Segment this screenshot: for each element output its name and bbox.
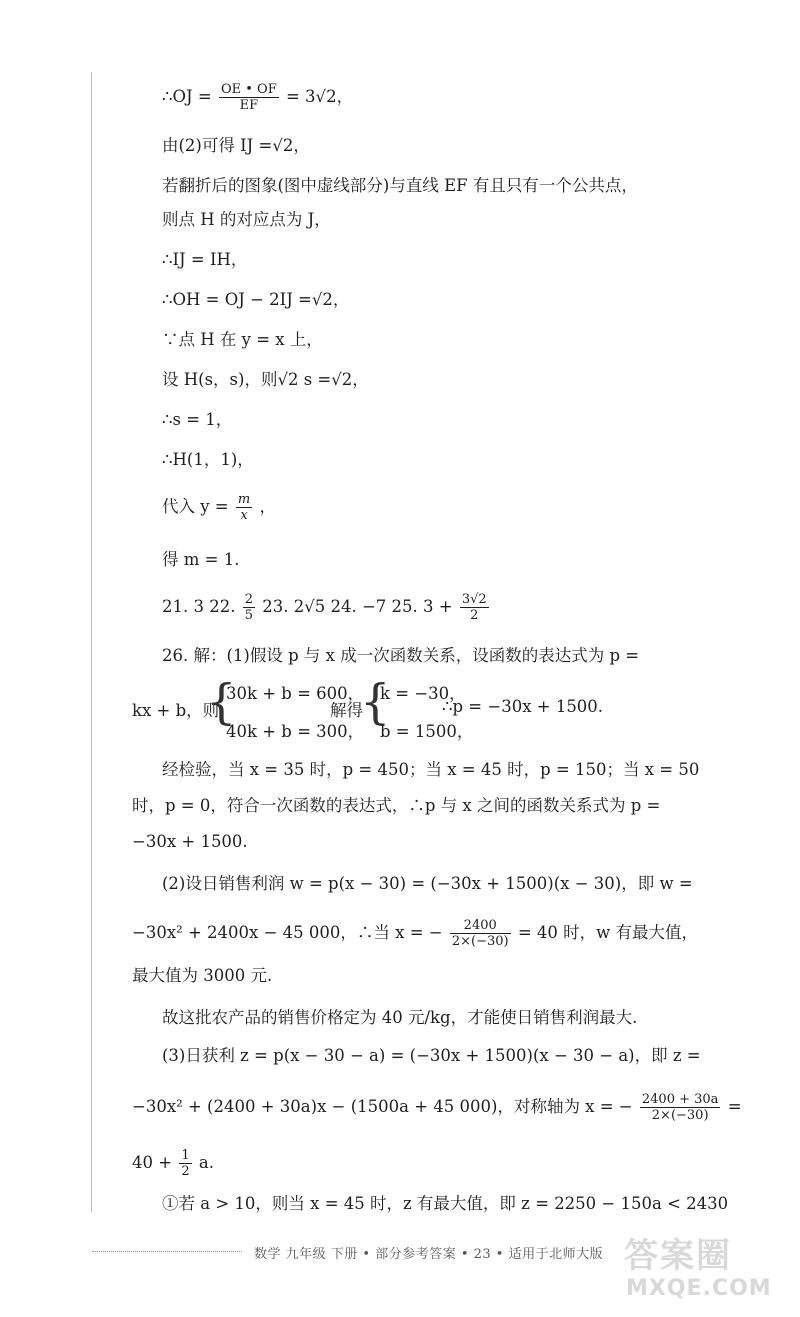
line-check: 经检验，当 x = 35 时，p = 450；当 x = 45 时，p = 150；当 x = 50: [162, 760, 700, 779]
fraction: $\frac{2}{5}$: [244, 592, 253, 623]
line-check-2: 时，p = 0，符合一次函数的表达式，∴p 与 x 之间的函数关系式为 p =: [132, 796, 661, 815]
line-h-coords: ∴H(1，1)，: [162, 450, 254, 469]
line-max: −30x² + 2400x − 45 000，∴当 x = − $\frac{2400}{2\times(-30)}$ = 40 时，w 有最大值，: [132, 918, 699, 949]
brace-right: {: [360, 674, 391, 730]
watermark-url: MXQE.COM: [626, 1276, 772, 1301]
line-oh: ∴OH = OJ − 2IJ =√2，: [162, 290, 350, 309]
line-s: ∴s = 1，: [162, 410, 233, 429]
footer-dots-left: [92, 1251, 242, 1252]
line-set-h: 设 H(s，s)，则√2 s =√2，: [162, 370, 369, 389]
line-function: −30x + 1500.: [132, 832, 248, 851]
site-watermark: [608, 1220, 788, 1310]
text: ∴OJ =: [162, 87, 212, 106]
line-daily: (3)日获利 z = p(x − 30 − a) = (−30x + 1500)(x − 30 − a)，即 z =: [162, 1046, 701, 1065]
line-axis-value: 40 + $\frac{1}{2}$ a.: [132, 1148, 214, 1179]
line-conclusion: 故这批农产品的销售价格定为 40 元/kg，才能使日销售利润最大.: [162, 1008, 638, 1027]
line-profit: (2)设日销售利润 w = p(x − 30) = (−30x + 1500)(x − 30)，即 w =: [162, 874, 693, 893]
equation-system: kx + b，则 { 30k + b = 600， 40k + b = 300， 解得 { k = −30， b = 1500， ∴p = −30x + 1500.: [132, 674, 604, 741]
fraction: $\frac{OE • OF}{EF}$: [220, 82, 277, 113]
fraction: $\frac{1}{2}$: [181, 1148, 190, 1179]
line-point-j: 则点 H 的对应点为 J，: [162, 210, 331, 229]
fraction: $\frac{3√2}{2}$: [461, 592, 487, 623]
line-ij-ih: ∴IJ = IH，: [162, 250, 248, 269]
line-case-1: ①若 a > 10，则当 x = 45 时，z 有最大值，即 z = 2250 − 150a < 2430: [162, 1194, 729, 1213]
fraction: $\frac{2400 + 30a}{2\times(-30)}$: [641, 1092, 719, 1123]
page-footer: [92, 1240, 652, 1264]
fraction: $\frac{m}{x}$: [237, 492, 251, 523]
line-axis: −30x² + (2400 + 30a)x − (1500a + 45 000)，对称轴为 x = − $\frac{2400 + 30a}{2\times(-30)}$ =: [132, 1092, 742, 1123]
line-ij: 由(2)可得 IJ =√2，: [162, 136, 310, 155]
line-m: 得 m = 1.: [162, 550, 240, 569]
line-max-value: 最大值为 3000 元.: [132, 966, 273, 985]
footer-text: 数学 九年级 下册 • 部分参考答案 • 23 • 适用于北师大版: [254, 1247, 604, 1262]
margin-line: [91, 72, 92, 1212]
text: = 3√2，: [285, 87, 354, 106]
brace-left: {: [206, 674, 237, 730]
fraction: $\frac{2400}{2\times(-30)}$: [451, 918, 509, 949]
line-fold: 若翻折后的图象(图中虚线部分)与直线 EF 有且只有一个公共点，: [162, 176, 638, 195]
answers-21-25: 21. 3 22. $\frac{2}{5}$ 23. 2√5 24. −7 25. 3 + $\frac{3√2}{2}$: [162, 592, 487, 623]
q26-intro: 26. 解：(1)假设 p 与 x 成一次函数关系，设函数的表达式为 p =: [162, 646, 640, 665]
line-h-on-line: ∵点 H 在 y = x 上，: [162, 330, 323, 349]
line-oj: [162, 82, 680, 113]
watermark-logo: 答案圈: [624, 1236, 732, 1276]
line-substitute: 代入 y = $\frac{m}{x}$ ，: [162, 492, 276, 523]
